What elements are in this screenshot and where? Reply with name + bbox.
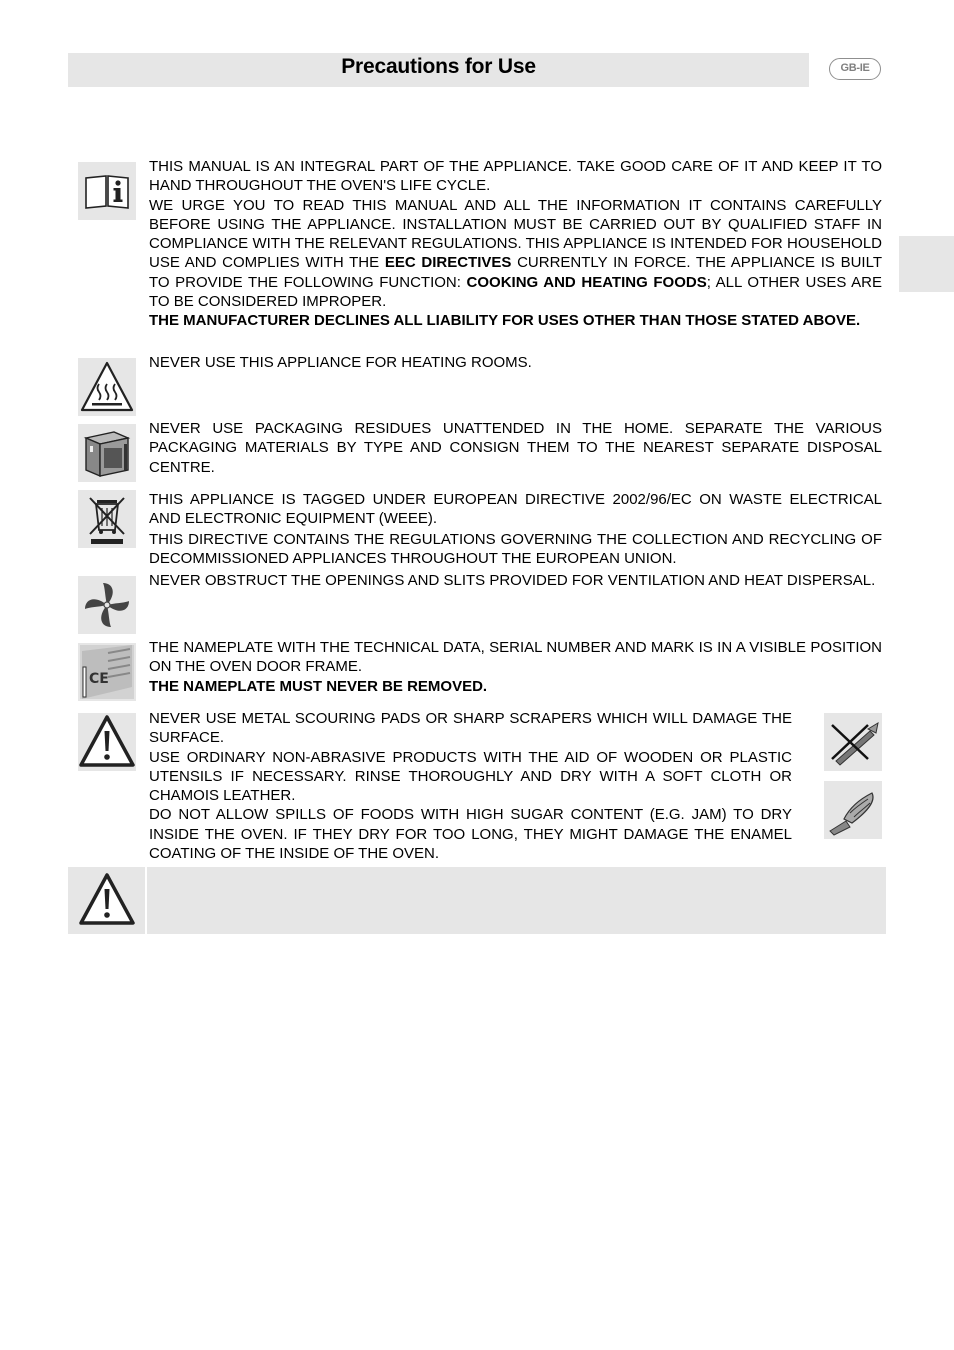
heating-text <box>149 353 882 372</box>
warning-icon <box>78 871 136 929</box>
cleaning-paragraph-2: USE ORDINARY NON-ABRASIVE PRODUCTS WITH THE AID OF WOODEN OR PLASTIC UTENSILS IF NECESSARY. RINSE THOROUGHLY AND DRY WITH A SOFT CLOTH OR CHAMOIS LEATHER. <box>149 748 792 805</box>
warning-content-area <box>147 867 886 934</box>
no-scraper-icon <box>824 713 882 771</box>
packaging-box-icon <box>78 424 136 482</box>
nameplate-paragraph-2: THE NAMEPLATE MUST NEVER BE REMOVED. <box>149 677 488 695</box>
intro-p2-eec-directives: EEC DIRECTIVES <box>384 254 512 272</box>
ventilation-text <box>149 571 882 590</box>
nameplate-icon <box>78 643 136 701</box>
intro-p2-text-c: CURRENTLY IN FORCE. THE APPLIANCE IS BUILT TO PROVIDE THE FOLLOWING FUNCTION: <box>149 254 882 291</box>
page-title: Precautions for Use <box>341 55 536 78</box>
ventilation-paragraph-1: NEVER OBSTRUCT THE OPENINGS AND SLITS PROVIDED FOR VENTILATION AND HEAT DISPERSAL. <box>149 572 876 589</box>
cleaning-text <box>149 709 792 863</box>
intro-text <box>149 157 882 331</box>
weee-text <box>149 490 882 568</box>
warning-panel <box>68 867 886 934</box>
packaging-paragraph-1: NEVER USE PACKAGING RESIDUES UNATTENDED IN THE HOME. SEPARATE THE VARIOUS PACKAGING MATERIALS BY TYPE AND CONSIGN THEM TO THE NEAREST SEPARATE DISPOSAL CENTRE. <box>149 420 882 476</box>
weee-paragraph-2: THIS DIRECTIVE CONTAINS THE REGULATIONS GOVERNING THE COLLECTION AND RECYCLING OF DECOMMISSIONED APPLIANCES THROUGHOUT THE EUROPEAN UNION. <box>149 530 882 567</box>
intro-p2-function: COOKING AND HEATING FOODS <box>466 273 707 291</box>
warning-icon <box>78 713 136 771</box>
header-bar <box>68 53 809 87</box>
language-badge: GB-IE <box>829 58 881 80</box>
weee-paragraph-1: THIS APPLIANCE IS TAGGED UNDER EUROPEAN DIRECTIVE 2002/96/EC ON WASTE ELECTRICAL AND ELECTRONIC EQUIPMENT (WEEE). <box>149 491 882 528</box>
intro-paragraph-1: THIS MANUAL IS AN INTEGRAL PART OF THE APPLIANCE. TAKE GOOD CARE OF IT AND KEEP IT TO HAND THROUGHOUT THE OVEN'S LIFE CYCLE. <box>149 158 882 195</box>
heating-paragraph-1: NEVER USE THIS APPLIANCE FOR HEATING ROOMS. <box>149 354 532 371</box>
packaging-text <box>149 419 882 477</box>
intro-p2-text-e: ; ALL OTHER USES ARE TO BE CONSIDERED IMPROPER. <box>149 273 882 311</box>
crossed-bin-icon <box>78 490 136 548</box>
ce-mark: CE <box>89 671 109 687</box>
cleaning-paragraph-1: NEVER USE METAL SCOURING PADS OR SHARP SCRAPERS WHICH WILL DAMAGE THE SURFACE. <box>149 710 792 747</box>
sponge-icon <box>824 781 882 839</box>
warning-icon-cell <box>68 867 145 934</box>
hot-surface-icon <box>78 358 136 416</box>
cleaning-paragraph-3: DO NOT ALLOW SPILLS OF FOODS WITH HIGH SUGAR CONTENT (E.G. JAM) TO DRY INSIDE THE OVEN. IF THEY DRY FOR TOO LONG, THEY MIGHT DAMAGE THE ENAMEL COATING OF THE INSIDE OF THE OVEN. <box>149 806 792 863</box>
nameplate-paragraph-1: THE NAMEPLATE WITH THE TECHNICAL DATA, SERIAL NUMBER AND MARK IS IN A VISIBLE POSITION ON THE OVEN DOOR FRAME. <box>149 639 882 676</box>
intro-paragraph-3: THE MANUFACTURER DECLINES ALL LIABILITY FOR USES OTHER THAN THOSE STATED ABOVE. <box>149 312 861 330</box>
intro-paragraph-2 <box>149 196 882 312</box>
side-tab <box>899 236 954 292</box>
nameplate-text <box>149 638 882 696</box>
manual-info-icon <box>78 162 136 220</box>
fan-icon <box>78 576 136 634</box>
intro-p2-text-a: WE URGE YOU TO READ THIS MANUAL AND ALL THE INFORMATION IT CONTAINS CAREFULLY BEFORE USING THE APPLIANCE. INSTALLATION MUST BE CARRIED OUT BY QUALIFIED STAFF IN COMPLIANCE WITH THE RELEVANT REGULATIONS. THIS APPLIANCE IS INTENDED FOR HOUSEHOLD USE AND COMPLIES WITH THE <box>149 196 882 272</box>
